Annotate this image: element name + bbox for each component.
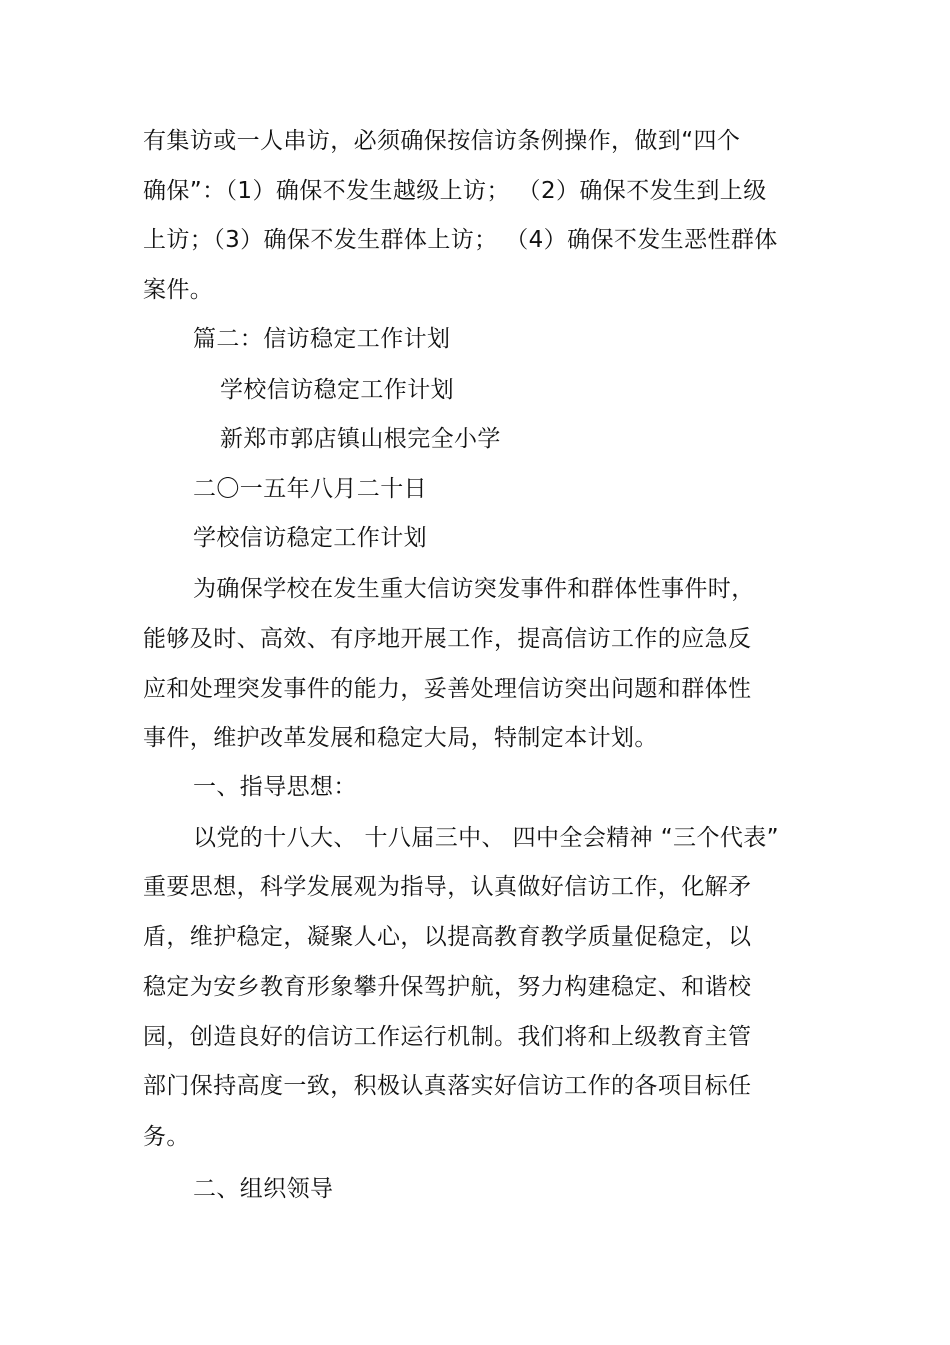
- text-line: 以党的十八大、 十八届三中、 四中全会精神 “三个代表”: [193, 825, 779, 851]
- section-heading: 二、组织领导: [193, 1176, 334, 1202]
- school-name: 新郑市郭店镇山根完全小学: [220, 426, 501, 452]
- section-heading: 篇二：信访稳定工作计划: [193, 326, 451, 352]
- text-line: 重要思想，科学发展观为指导，认真做好信访工作，化解矛: [143, 874, 752, 900]
- text-line: 确保”：（1）确保不发生越级上访； （2）确保不发生到上级: [143, 178, 767, 204]
- text-line: 园，创造良好的信访工作运行机制。我们将和上级教育主管: [143, 1024, 752, 1050]
- text-line: 案件。: [143, 277, 214, 303]
- text-line: 有集访或一人串访，必须确保按信访条例操作，做到“四个: [143, 128, 741, 154]
- text-line: 应和处理突发事件的能力，妥善处理信访突出问题和群体性: [143, 676, 752, 702]
- text-line: 能够及时、高效、有序地开展工作，提高信访工作的应急反: [143, 626, 752, 652]
- text-line: 上访；（3）确保不发生群体上访； （4）确保不发生恶性群体: [143, 227, 778, 253]
- text-line: 盾，维护稳定，凝聚人心，以提高教育教学质量促稳定，以: [143, 924, 752, 950]
- document-title: 学校信访稳定工作计划: [220, 377, 454, 403]
- text-line: 务。: [143, 1124, 190, 1150]
- document-date: 二〇一五年八月二十日: [193, 476, 427, 502]
- document-title: 学校信访稳定工作计划: [193, 525, 427, 551]
- section-heading: 一、指导思想：: [193, 774, 357, 800]
- text-line: 为确保学校在发生重大信访突发事件和群体性事件时，: [193, 576, 755, 602]
- text-line: 事件，维护改革发展和稳定大局，特制定本计划。: [143, 725, 658, 751]
- text-line: 稳定为安乡教育形象攀升保驾护航，努力构建稳定、和谐校: [143, 974, 752, 1000]
- text-line: 部门保持高度一致，积极认真落实好信访工作的各项目标任: [143, 1073, 752, 1099]
